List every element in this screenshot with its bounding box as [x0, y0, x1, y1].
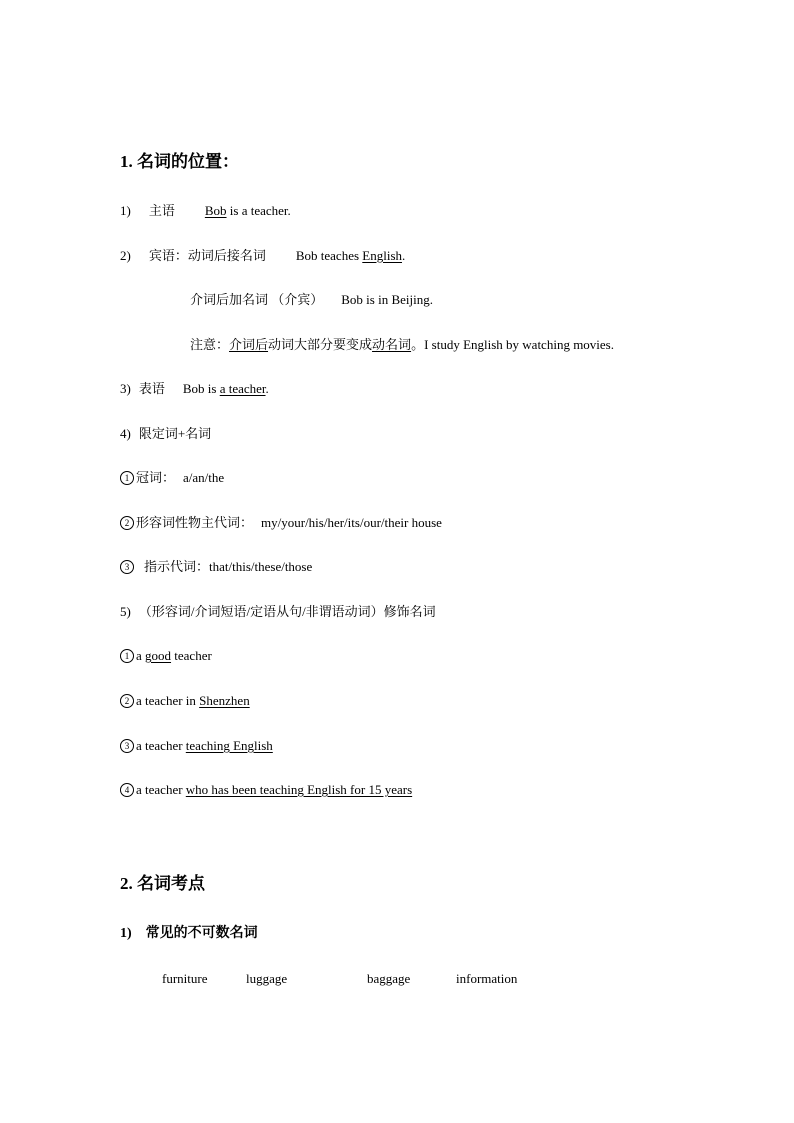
item-prep-object	[190, 292, 433, 308]
subitem-nonfinite	[120, 738, 273, 754]
item-label: （形容词/介词短语/定语从句/非谓语动词）修饰名词	[138, 604, 436, 619]
item-number: 4)	[120, 426, 131, 441]
item-number: 3)	[120, 381, 131, 396]
item-label: 形容词性物主代词：	[136, 515, 254, 530]
circled-number: 2	[120, 694, 134, 708]
subitem-prep-phrase	[120, 693, 250, 709]
example-end: teacher	[171, 648, 212, 663]
example-text: a teacher	[136, 738, 186, 753]
item-predicative	[120, 381, 269, 397]
subitem-relative-clause	[120, 782, 412, 798]
item-modifier	[120, 604, 436, 620]
word-item: information	[456, 971, 518, 986]
note-middle: 动词大部分要变成	[268, 337, 373, 352]
example-text: Bob is in Beijing.	[341, 292, 433, 307]
circled-number: 3	[120, 560, 134, 574]
word-item: luggage	[246, 971, 288, 986]
example-text: a teacher	[136, 782, 186, 797]
underlined-modifier: who has been teaching English for 15 years	[185, 782, 413, 797]
item-label: 介词后加名词 （介宾）	[190, 292, 324, 307]
item-number: 2)	[120, 248, 131, 263]
circled-number: 3	[120, 739, 134, 753]
section-2-heading: 2. 名词考点	[120, 874, 205, 893]
underlined-term: 动名词	[372, 337, 412, 352]
word-item: baggage	[367, 971, 411, 986]
example-text: my/your/his/her/its/our/their house	[261, 515, 442, 530]
subitem-adjective	[120, 648, 212, 664]
example-end: .	[265, 381, 269, 396]
example-text: a	[136, 648, 146, 663]
underlined-noun: English	[362, 248, 403, 263]
item-subject	[120, 203, 291, 219]
example-text: Bob is	[182, 381, 220, 396]
example-text: a/an/the	[183, 470, 225, 485]
circled-number: 4	[120, 783, 134, 797]
example-text: a teacher in	[136, 693, 200, 708]
example-end: .	[402, 248, 406, 263]
item-label: 限定词+名词	[138, 426, 212, 441]
item-label: 指示代词：that/this/these/those	[144, 559, 313, 574]
item-label: 主语	[148, 203, 175, 218]
underlined-modifier: Shenzhen	[199, 693, 250, 708]
subitem-article	[120, 470, 224, 486]
underlined-modifier: teaching English	[185, 738, 273, 753]
note-example: 。I study English by watching movies.	[411, 337, 614, 352]
item-label: 冠词：	[136, 470, 176, 485]
item-note	[190, 337, 614, 353]
item-determiner	[120, 426, 211, 442]
note-prefix: 注意：	[190, 337, 230, 352]
example-text: Bob teaches	[295, 248, 363, 263]
underlined-term: 介词后	[229, 337, 269, 352]
item-label: 表语	[138, 381, 165, 396]
underlined-noun: Bob	[204, 203, 227, 218]
item-object	[120, 248, 405, 264]
section-1-heading: 1. 名词的位置：	[120, 152, 239, 171]
circled-number: 1	[120, 649, 134, 663]
word-item: furniture	[162, 971, 208, 986]
circled-number: 1	[120, 471, 134, 485]
underlined-modifier: good	[145, 648, 172, 663]
underlined-noun: a teacher	[219, 381, 266, 396]
item-number: 5)	[120, 604, 131, 619]
item-label: 宾语：动词后接名词	[148, 248, 266, 263]
example-text: is a teacher.	[226, 203, 291, 218]
subitem-demonstrative	[120, 559, 312, 575]
subsection-uncountable-heading: 1) 常见的不可数名词	[120, 926, 258, 941]
circled-number: 2	[120, 516, 134, 530]
item-number: 1)	[120, 203, 131, 218]
subitem-possessive	[120, 515, 442, 531]
